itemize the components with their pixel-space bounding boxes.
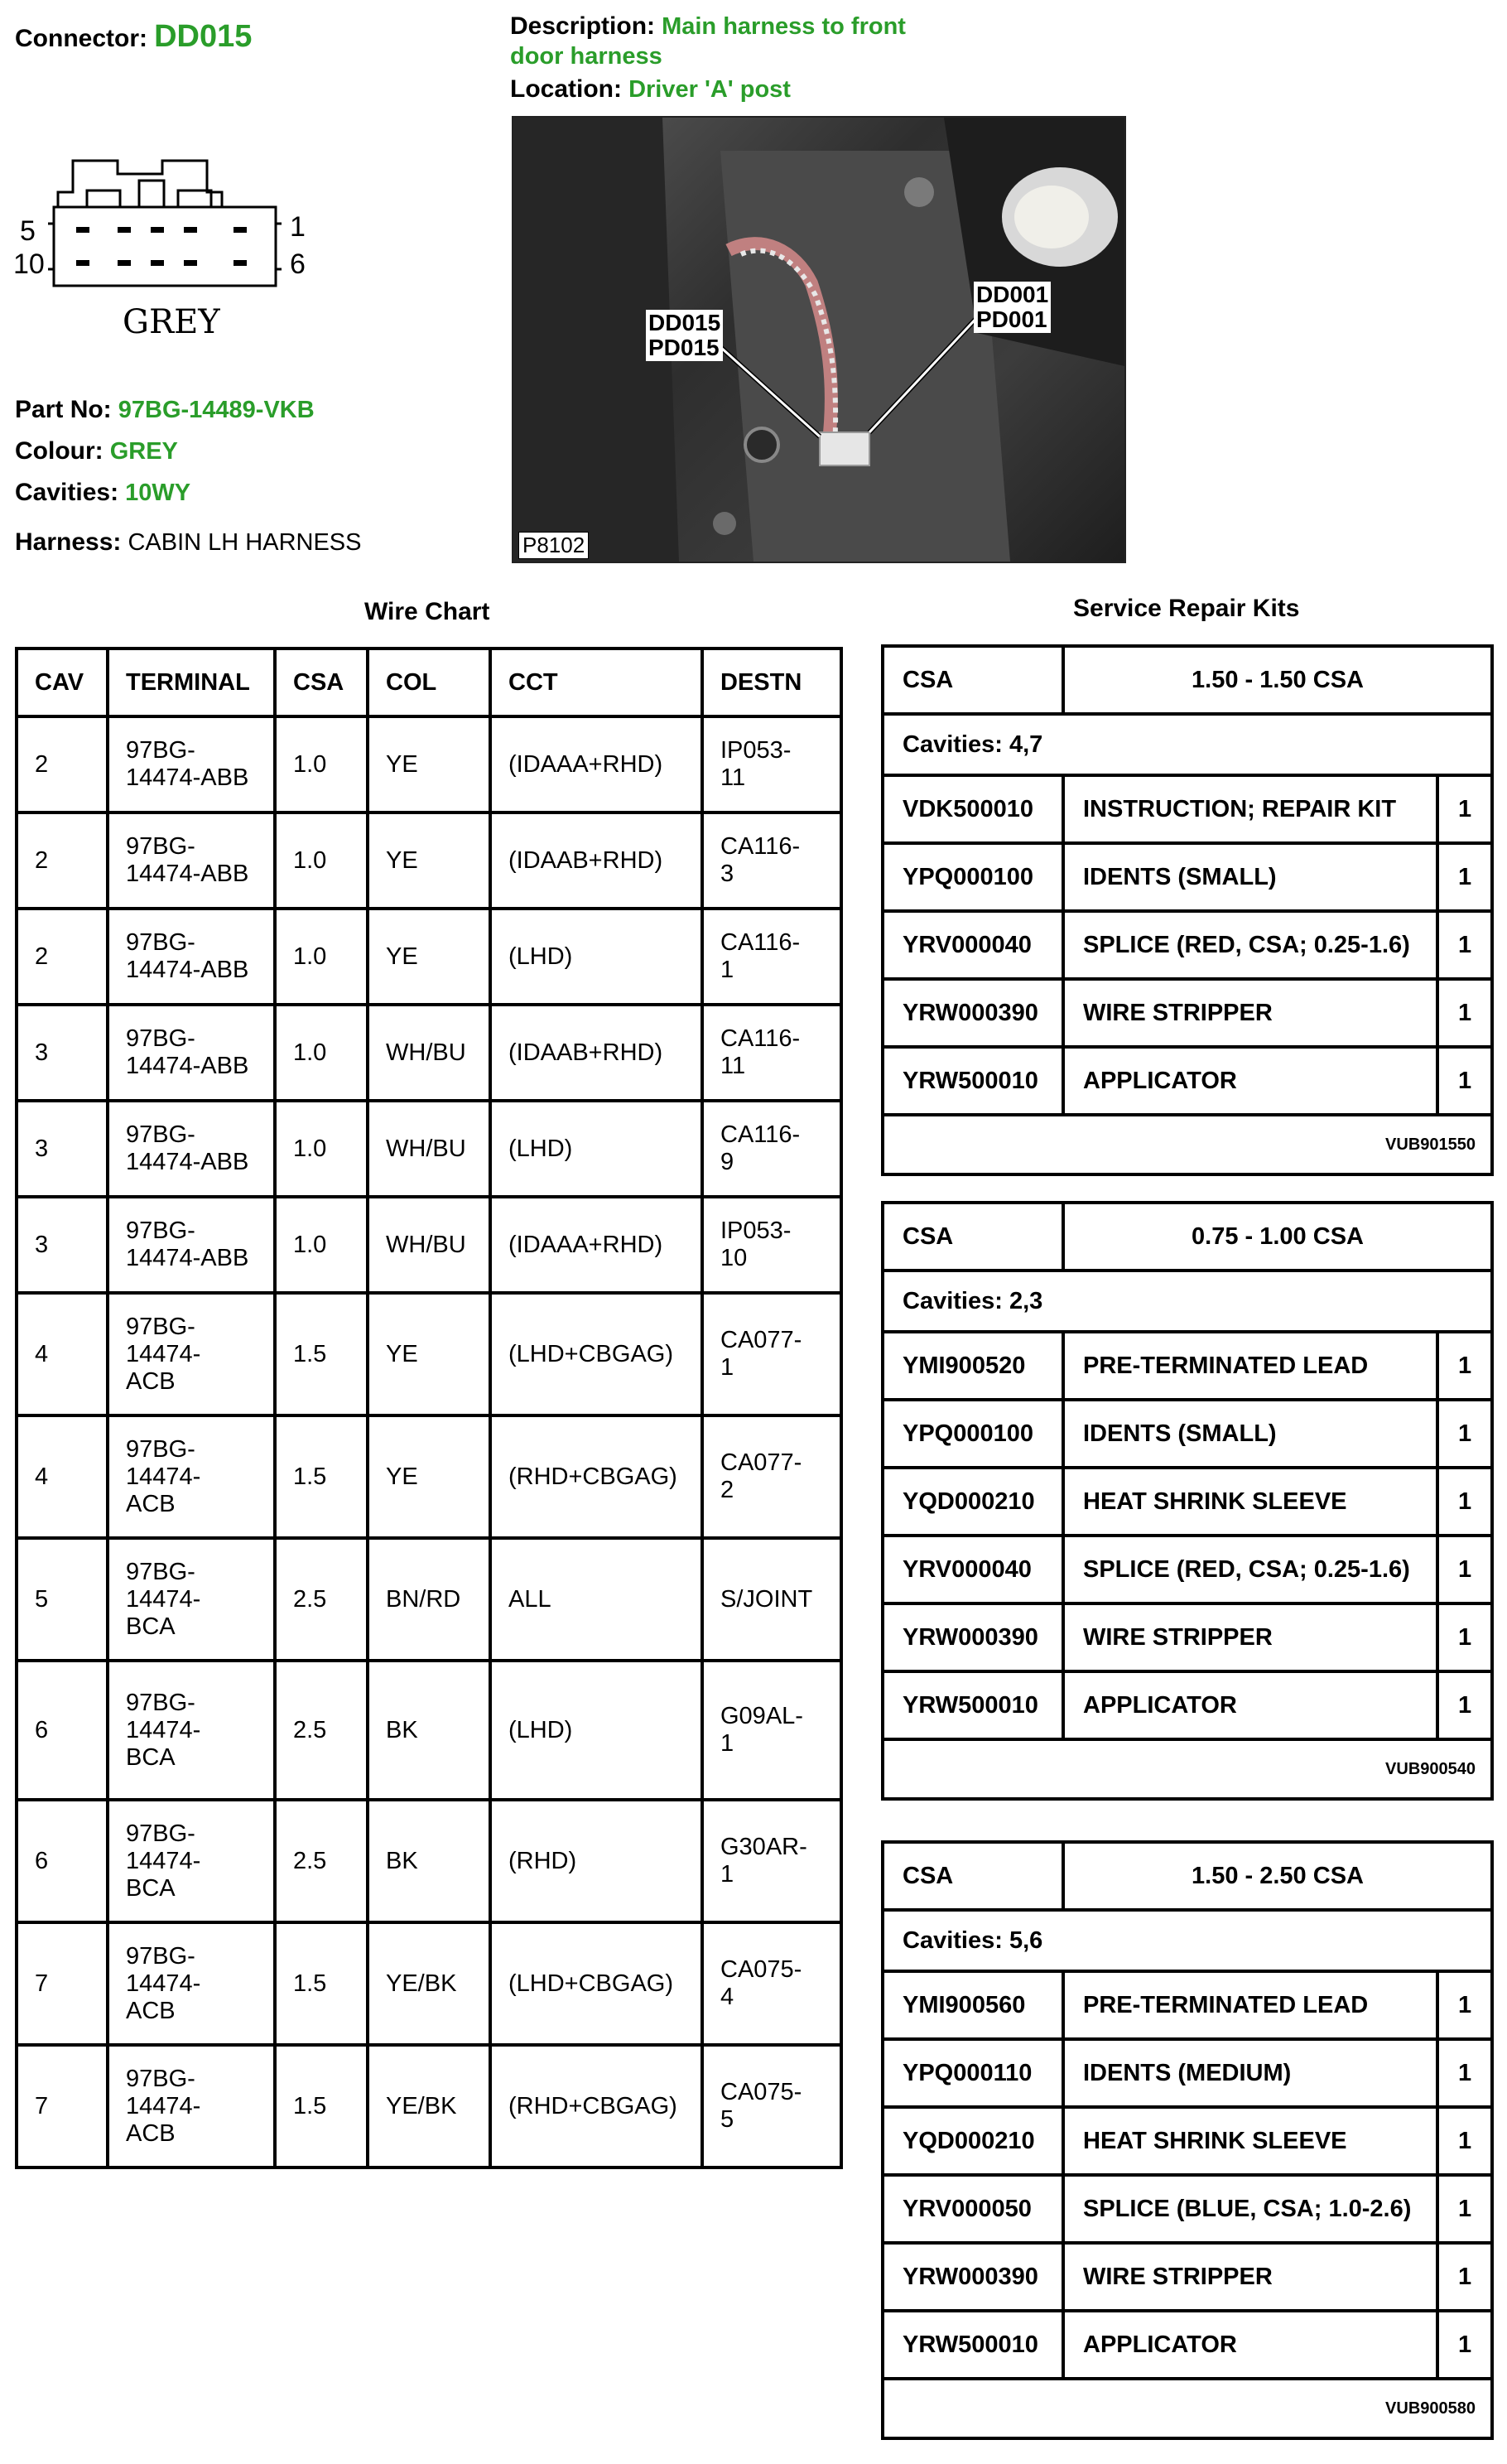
- pin-label-5: 5: [20, 215, 36, 247]
- kit-item-code: YRV000040: [883, 911, 1063, 979]
- cell-cav: 4: [17, 1293, 108, 1415]
- connector-label: Connector:: [15, 25, 147, 52]
- table-row: [17, 909, 841, 1005]
- kit-item-qty: 1: [1437, 1536, 1492, 1603]
- cell-csa: 1.0: [275, 1197, 368, 1293]
- kit-header-row: [883, 646, 1492, 714]
- kit-item-desc: WIRE STRIPPER: [1063, 2243, 1437, 2311]
- kit-item-code: YMI900560: [883, 1971, 1063, 2039]
- cell-csa: 2.5: [275, 1538, 368, 1661]
- cell-cav: 2: [17, 812, 108, 909]
- kit-item-row: [883, 2243, 1492, 2311]
- cell-csa: 2.5: [275, 1800, 368, 1922]
- colour-label: Colour:: [15, 437, 104, 465]
- kit-ref-row: [883, 1115, 1492, 1174]
- cell-cav: 3: [17, 1197, 108, 1293]
- kit-item-desc: INSTRUCTION; REPAIR KIT: [1063, 775, 1437, 843]
- kit-csa-range: 1.50 - 1.50 CSA: [1063, 646, 1492, 714]
- harness-label: Harness:: [15, 528, 122, 556]
- cell-col: BK: [368, 1800, 490, 1922]
- kit-item-row: [883, 1536, 1492, 1603]
- cell-terminal: 97BG- 14474- ACB: [108, 1922, 275, 2045]
- cell-terminal: 97BG- 14474-ABB: [108, 1197, 275, 1293]
- kit-item-code: YPQ000100: [883, 843, 1063, 911]
- kit-item-desc: SPLICE (BLUE, CSA; 1.0-2.6): [1063, 2175, 1437, 2243]
- location-label: Location:: [510, 75, 622, 103]
- header-csa: CSA: [275, 649, 368, 716]
- table-row: [17, 1005, 841, 1101]
- cell-csa: 1.0: [275, 716, 368, 812]
- kit-csa-label: CSA: [883, 646, 1063, 714]
- kit-item-qty: 1: [1437, 1603, 1492, 1671]
- cell-terminal: 97BG- 14474-ABB: [108, 1005, 275, 1101]
- cell-destn: G30AR- 1: [702, 1800, 841, 1922]
- kit-item-row: [883, 911, 1492, 979]
- kit-header-row: [883, 1203, 1492, 1271]
- location-value: Driver 'A' post: [628, 76, 791, 103]
- kit-item-code: YRW500010: [883, 2311, 1063, 2379]
- description-block: [510, 12, 906, 104]
- cell-destn: IP053- 11: [702, 716, 841, 812]
- kit-item-row: [883, 979, 1492, 1047]
- kit-cavities-row: [883, 1271, 1492, 1332]
- description-value-2: door harness: [510, 43, 662, 70]
- cell-terminal: 97BG- 14474-ABB: [108, 909, 275, 1005]
- kit-ref-row: [883, 1739, 1492, 1799]
- kit-item-desc: WIRE STRIPPER: [1063, 1603, 1437, 1671]
- header-cct: CCT: [490, 649, 702, 716]
- table-row: [17, 1800, 841, 1922]
- cell-csa: 1.5: [275, 1415, 368, 1538]
- kit-item-qty: 1: [1437, 1400, 1492, 1468]
- cell-destn: G09AL- 1: [702, 1661, 841, 1800]
- kit-item-row: [883, 843, 1492, 911]
- kit-ref-row: [883, 2379, 1492, 2438]
- pin-label-6: 6: [290, 248, 306, 280]
- wire-chart-title: Wire Chart: [364, 598, 490, 625]
- cell-destn: CA116- 11: [702, 1005, 841, 1101]
- table-row: [17, 1293, 841, 1415]
- cell-cav: 2: [17, 716, 108, 812]
- header-terminal: TERMINAL: [108, 649, 275, 716]
- kit-item-qty: 1: [1437, 2107, 1492, 2175]
- table-row: [17, 1538, 841, 1661]
- kit-item-desc: HEAT SHRINK SLEEVE: [1063, 2107, 1437, 2175]
- cavities-value: 10WY: [125, 480, 191, 506]
- cell-csa: 1.0: [275, 812, 368, 909]
- cell-destn: CA077- 1: [702, 1293, 841, 1415]
- cell-cct: (IDAAB+RHD): [490, 812, 702, 909]
- kit-item-code: YRW000390: [883, 1603, 1063, 1671]
- callout-pd001: PD001: [976, 306, 1047, 332]
- cell-terminal: 97BG- 14474-ABB: [108, 1101, 275, 1197]
- kit-csa-range: 1.50 - 2.50 CSA: [1063, 1842, 1492, 1910]
- kit-item-row: [883, 1671, 1492, 1739]
- photo-callout-left: [646, 310, 723, 361]
- cell-terminal: 97BG- 14474- ACB: [108, 2045, 275, 2167]
- cell-cct: (IDAAA+RHD): [490, 716, 702, 812]
- kit-item-desc: HEAT SHRINK SLEEVE: [1063, 1468, 1437, 1536]
- kit-item-qty: 1: [1437, 1332, 1492, 1400]
- kit-item-qty: 1: [1437, 2311, 1492, 2379]
- kit-item-row: [883, 1468, 1492, 1536]
- kit-item-qty: 1: [1437, 2175, 1492, 2243]
- cell-cav: 3: [17, 1005, 108, 1101]
- table-row: [17, 1661, 841, 1800]
- cell-csa: 1.5: [275, 2045, 368, 2167]
- cell-cav: 7: [17, 2045, 108, 2167]
- callout-dd015: DD015: [648, 310, 721, 335]
- kit-cavities-row: [883, 1910, 1492, 1971]
- kit-item-code: YRW000390: [883, 979, 1063, 1047]
- description-label: Description:: [510, 12, 656, 40]
- kit-item-code: YRV000050: [883, 2175, 1063, 2243]
- kit-item-desc: IDENTS (MEDIUM): [1063, 2039, 1437, 2107]
- cell-terminal: 97BG- 14474- BCA: [108, 1538, 275, 1661]
- kit-item-desc: APPLICATOR: [1063, 1671, 1437, 1739]
- cell-cav: 5: [17, 1538, 108, 1661]
- cell-csa: 1.5: [275, 1922, 368, 2045]
- cell-cct: (RHD+CBGAG): [490, 2045, 702, 2167]
- cell-cct: (IDAAB+RHD): [490, 1005, 702, 1101]
- kit-cavities: Cavities: 4,7: [883, 714, 1492, 775]
- kit-item-row: [883, 2107, 1492, 2175]
- callout-dd001: DD001: [976, 282, 1049, 307]
- cell-col: YE/BK: [368, 2045, 490, 2167]
- cell-terminal: 97BG- 14474- ACB: [108, 1293, 275, 1415]
- photo-callout-right: [974, 282, 1051, 333]
- part-info: [15, 389, 361, 563]
- cell-terminal: 97BG- 14474- ACB: [108, 1415, 275, 1538]
- kit-ref: VUB901550: [883, 1115, 1492, 1174]
- repair-kit-table: [881, 644, 1494, 1176]
- kit-csa-label: CSA: [883, 1842, 1063, 1910]
- kit-item-qty: 1: [1437, 2039, 1492, 2107]
- kit-item-desc: APPLICATOR: [1063, 1047, 1437, 1115]
- kit-item-qty: 1: [1437, 1671, 1492, 1739]
- table-row: [17, 1922, 841, 2045]
- cell-cav: 2: [17, 909, 108, 1005]
- cell-col: YE: [368, 716, 490, 812]
- cell-terminal: 97BG- 14474- BCA: [108, 1800, 275, 1922]
- cell-csa: 2.5: [275, 1661, 368, 1800]
- cell-cct: (RHD+CBGAG): [490, 1415, 702, 1538]
- kit-item-code: YRW000390: [883, 2243, 1063, 2311]
- kit-csa-label: CSA: [883, 1203, 1063, 1271]
- cell-destn: CA116- 3: [702, 812, 841, 909]
- cell-cct: (LHD): [490, 909, 702, 1005]
- cell-col: BK: [368, 1661, 490, 1800]
- kit-item-qty: 1: [1437, 1971, 1492, 2039]
- cell-col: YE: [368, 1415, 490, 1538]
- cell-cav: 7: [17, 1922, 108, 2045]
- kit-item-desc: APPLICATOR: [1063, 2311, 1437, 2379]
- kit-item-desc: IDENTS (SMALL): [1063, 843, 1437, 911]
- kit-item-desc: WIRE STRIPPER: [1063, 979, 1437, 1047]
- kit-item-code: VDK500010: [883, 775, 1063, 843]
- connector-id: DD015: [154, 19, 253, 54]
- header-cav: CAV: [17, 649, 108, 716]
- header-col: COL: [368, 649, 490, 716]
- kit-item-code: YPQ000100: [883, 1400, 1063, 1468]
- kit-ref: VUB900540: [883, 1739, 1492, 1799]
- kit-item-row: [883, 2311, 1492, 2379]
- part-no-label: Part No:: [15, 396, 112, 423]
- repair-kit-table: [881, 1201, 1494, 1801]
- kit-item-desc: IDENTS (SMALL): [1063, 1400, 1437, 1468]
- location-photo: [512, 116, 1126, 563]
- description-value-1: Main harness to front: [662, 13, 906, 40]
- service-kits-title: Service Repair Kits: [1073, 595, 1300, 622]
- cell-col: YE/BK: [368, 1922, 490, 2045]
- kit-item-row: [883, 2039, 1492, 2107]
- cell-csa: 1.0: [275, 1005, 368, 1101]
- cell-col: WH/BU: [368, 1005, 490, 1101]
- cell-cav: 6: [17, 1661, 108, 1800]
- table-row: [17, 1197, 841, 1293]
- kit-item-row: [883, 1332, 1492, 1400]
- kit-item-qty: 1: [1437, 2243, 1492, 2311]
- wire-chart-header-row: [17, 649, 841, 716]
- cell-col: YE: [368, 1293, 490, 1415]
- header-destn: DESTN: [702, 649, 841, 716]
- cell-terminal: 97BG- 14474-ABB: [108, 716, 275, 812]
- cell-cct: ALL: [490, 1538, 702, 1661]
- cell-csa: 1.5: [275, 1293, 368, 1415]
- cell-destn: S/JOINT: [702, 1538, 841, 1661]
- kit-item-qty: 1: [1437, 1468, 1492, 1536]
- cavities-label: Cavities:: [15, 479, 119, 506]
- cell-destn: IP053- 10: [702, 1197, 841, 1293]
- harness-value: CABIN LH HARNESS: [128, 529, 362, 556]
- table-row: [17, 812, 841, 909]
- table-row: [17, 1415, 841, 1538]
- kit-header-row: [883, 1842, 1492, 1910]
- kit-item-qty: 1: [1437, 1047, 1492, 1115]
- cell-cct: (RHD): [490, 1800, 702, 1922]
- cell-col: YE: [368, 909, 490, 1005]
- kit-item-code: YPQ000110: [883, 2039, 1063, 2107]
- table-row: [17, 716, 841, 812]
- cell-col: WH/BU: [368, 1197, 490, 1293]
- cell-destn: CA116- 9: [702, 1101, 841, 1197]
- connector-line: [15, 19, 253, 54]
- cell-cav: 6: [17, 1800, 108, 1922]
- cell-csa: 1.0: [275, 909, 368, 1005]
- cell-cav: 4: [17, 1415, 108, 1538]
- kit-item-code: YQD000210: [883, 2107, 1063, 2175]
- pin-label-1: 1: [290, 211, 306, 243]
- kit-item-row: [883, 1603, 1492, 1671]
- kit-item-row: [883, 1971, 1492, 2039]
- kit-ref: VUB900580: [883, 2379, 1492, 2438]
- cell-destn: CA116- 1: [702, 909, 841, 1005]
- cell-destn: CA077- 2: [702, 1415, 841, 1538]
- kit-item-code: YRW500010: [883, 1671, 1063, 1739]
- cell-cct: (LHD+CBGAG): [490, 1922, 702, 2045]
- callout-pd015: PD015: [648, 335, 720, 360]
- pin-label-10: 10: [13, 248, 45, 280]
- wire-chart-table: [15, 647, 843, 2169]
- kit-item-desc: SPLICE (RED, CSA; 0.25-1.6): [1063, 1536, 1437, 1603]
- cell-destn: CA075- 4: [702, 1922, 841, 2045]
- kit-cavities: Cavities: 2,3: [883, 1271, 1492, 1332]
- kit-item-desc: PRE-TERMINATED LEAD: [1063, 1332, 1437, 1400]
- cell-col: WH/BU: [368, 1101, 490, 1197]
- cell-cct: (LHD): [490, 1661, 702, 1800]
- repair-kit-table: [881, 1840, 1494, 2440]
- kit-item-code: YQD000210: [883, 1468, 1063, 1536]
- photo-ref: P8102: [518, 532, 589, 559]
- cell-csa: 1.0: [275, 1101, 368, 1197]
- cell-cct: (LHD): [490, 1101, 702, 1197]
- kit-csa-range: 0.75 - 1.00 CSA: [1063, 1203, 1492, 1271]
- cell-terminal: 97BG- 14474- BCA: [108, 1661, 275, 1800]
- kit-item-qty: 1: [1437, 775, 1492, 843]
- connector-face-diagram: [8, 141, 323, 356]
- table-row: [17, 2045, 841, 2167]
- part-no-value: 97BG-14489-VKB: [118, 397, 315, 423]
- kit-item-code: YRV000040: [883, 1536, 1063, 1603]
- kit-item-row: [883, 1047, 1492, 1115]
- cell-cct: (IDAAA+RHD): [490, 1197, 702, 1293]
- kit-item-row: [883, 1400, 1492, 1468]
- table-row: [17, 1101, 841, 1197]
- cell-destn: CA075- 5: [702, 2045, 841, 2167]
- kit-cavities-row: [883, 714, 1492, 775]
- kit-item-row: [883, 775, 1492, 843]
- kit-item-desc: SPLICE (RED, CSA; 0.25-1.6): [1063, 911, 1437, 979]
- kit-item-code: YRW500010: [883, 1047, 1063, 1115]
- diagram-colour-text: GREY: [123, 303, 220, 341]
- cell-col: BN/RD: [368, 1538, 490, 1661]
- kit-cavities: Cavities: 5,6: [883, 1910, 1492, 1971]
- kit-item-qty: 1: [1437, 843, 1492, 911]
- kit-item-qty: 1: [1437, 911, 1492, 979]
- kit-item-code: YMI900520: [883, 1332, 1063, 1400]
- cell-terminal: 97BG- 14474-ABB: [108, 812, 275, 909]
- cell-col: YE: [368, 812, 490, 909]
- cell-cct: (LHD+CBGAG): [490, 1293, 702, 1415]
- cell-cav: 3: [17, 1101, 108, 1197]
- kit-item-desc: PRE-TERMINATED LEAD: [1063, 1971, 1437, 2039]
- kit-item-qty: 1: [1437, 979, 1492, 1047]
- kit-item-row: [883, 2175, 1492, 2243]
- colour-value: GREY: [109, 438, 178, 465]
